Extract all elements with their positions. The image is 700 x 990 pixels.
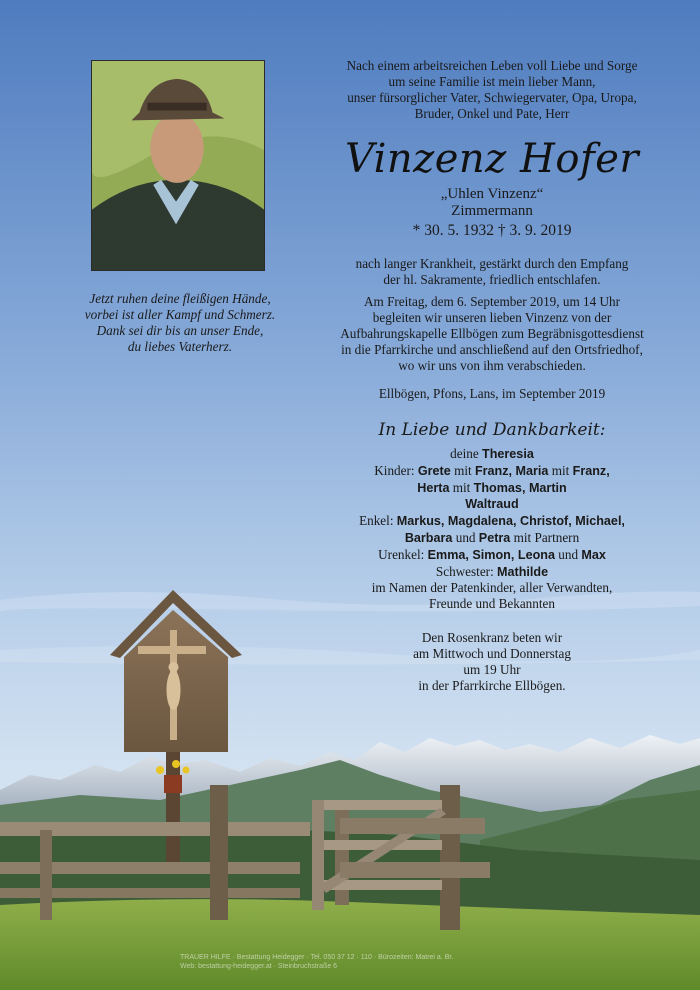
intro-line: Nach einem arbeitsreichen Leben voll Liebe und Sorge: [346, 58, 638, 73]
footer-line: TRAUER HILFE · Bestattung Heidegger · Tel. 050 37 12 · 110 · Bürozeiten: Matrei a. Br.: [180, 954, 454, 961]
place-date: Ellbögen, Pfons, Lans, im September 2019: [378, 386, 606, 401]
intro-line: unser fürsorglicher Vater, Schwiegervater, Opa, Uropa,: [347, 90, 637, 105]
family-children-2: [322, 480, 662, 497]
family-list: [322, 446, 662, 612]
rosary-line: Den Rosenkranz beten wir: [421, 630, 563, 645]
connector: mit: [450, 462, 475, 478]
verse-line: Jetzt ruhen deine fleißigen Hände,: [89, 291, 271, 306]
child-name: Waltraud: [465, 497, 519, 512]
grandchild-names: Markus, Magdalena, Christof, Michael,: [396, 514, 625, 529]
rosary-text: [322, 630, 662, 694]
verse-line: vorbei ist aller Kampf und Schmerz.: [84, 307, 276, 322]
connector: mit Partnern: [510, 529, 580, 545]
funeral-line: begleiten wir unseren lieben Vinzenz von der: [372, 310, 612, 325]
family-wife: [322, 446, 662, 463]
grandchild-name: Barbara: [404, 530, 453, 545]
funeral-line: Aufbahrungskapelle Ellbögen zum Begräbnisgottesdienst: [340, 326, 644, 341]
profession: Zimmermann: [451, 203, 533, 219]
connector: mit: [449, 479, 474, 495]
illness-line: der hl. Sakramente, friedlich entschlafen.: [383, 272, 601, 287]
nickname: „Uhlen Vinzenz“: [440, 186, 544, 202]
connector: und: [452, 529, 479, 545]
family-children: [322, 463, 662, 480]
funeral-line: in die Pfarrkirche und anschließend auf den Ortsfriedhof,: [341, 342, 643, 357]
label: Kinder:: [374, 462, 418, 478]
rosary-line: in der Pfarrkirche Ellbögen.: [418, 678, 566, 693]
spouse-name: Franz,: [572, 463, 610, 478]
funeral-line: wo wir uns von ihm verabschieden.: [398, 358, 586, 373]
family-great-grandchildren: [322, 547, 662, 564]
funeral-line: Am Freitag, dem 6. September 2019, um 14 Uhr: [363, 294, 621, 309]
family-children-3: [322, 496, 662, 513]
label: Schwester:: [435, 563, 498, 579]
funeral-text: [322, 294, 662, 374]
intro-line: um seine Familie ist mein lieber Mann,: [388, 74, 596, 89]
family-grandchildren: [322, 513, 662, 530]
label: Urenkel:: [378, 546, 428, 562]
grandchild-name: Petra: [478, 530, 511, 545]
thanks-heading: In Liebe und Dankbarkeit:: [378, 420, 606, 440]
footer-line: Web: bestattung-heidegger.at · Steinbruchstraße 6: [180, 963, 338, 970]
family-others: im Namen der Patenkinder, aller Verwandten,: [371, 580, 613, 596]
life-dates: * 30. 5. 1932 † 3. 9. 2019: [412, 222, 572, 239]
deceased-name: Vinzenz Hofer: [344, 136, 640, 182]
footer-imprint: [180, 953, 480, 971]
family-sister: [322, 564, 662, 581]
great-grandchild-names: Emma, Simon, Leona: [427, 547, 555, 562]
portrait-image: [92, 61, 264, 270]
intro-line: Bruder, Onkel und Pate, Herr: [414, 106, 570, 121]
portrait-photo: [91, 60, 265, 271]
verse-line: Dank sei dir bis an unser Ende,: [96, 323, 264, 338]
verse-line: du liebes Vaterherz.: [127, 339, 233, 354]
family-others-2: Freunde und Bekannten: [429, 596, 555, 612]
rosary-line: um 19 Uhr: [463, 662, 521, 677]
connector: mit: [548, 462, 573, 478]
wife-name: Theresia: [482, 447, 534, 461]
memorial-verse: [50, 291, 310, 355]
rosary-line: am Mittwoch und Donnerstag: [413, 646, 571, 661]
family-grandchildren-2: [322, 530, 662, 547]
child-name: Franz, Maria: [474, 463, 549, 478]
illness-line: nach langer Krankheit, gestärkt durch den Empfang: [355, 256, 629, 271]
sister-name: Mathilde: [497, 564, 549, 579]
child-name: Herta: [417, 480, 450, 495]
intro-text: [322, 58, 662, 122]
deceased-details: [322, 186, 662, 239]
illness-text: [322, 256, 662, 288]
child-name: Grete: [417, 463, 451, 478]
connector: und: [554, 546, 582, 562]
great-grandchild-name: Max: [581, 547, 606, 562]
spouse-name: Thomas, Martin: [473, 480, 567, 495]
label: Enkel:: [359, 513, 397, 529]
label: deine: [450, 446, 483, 461]
